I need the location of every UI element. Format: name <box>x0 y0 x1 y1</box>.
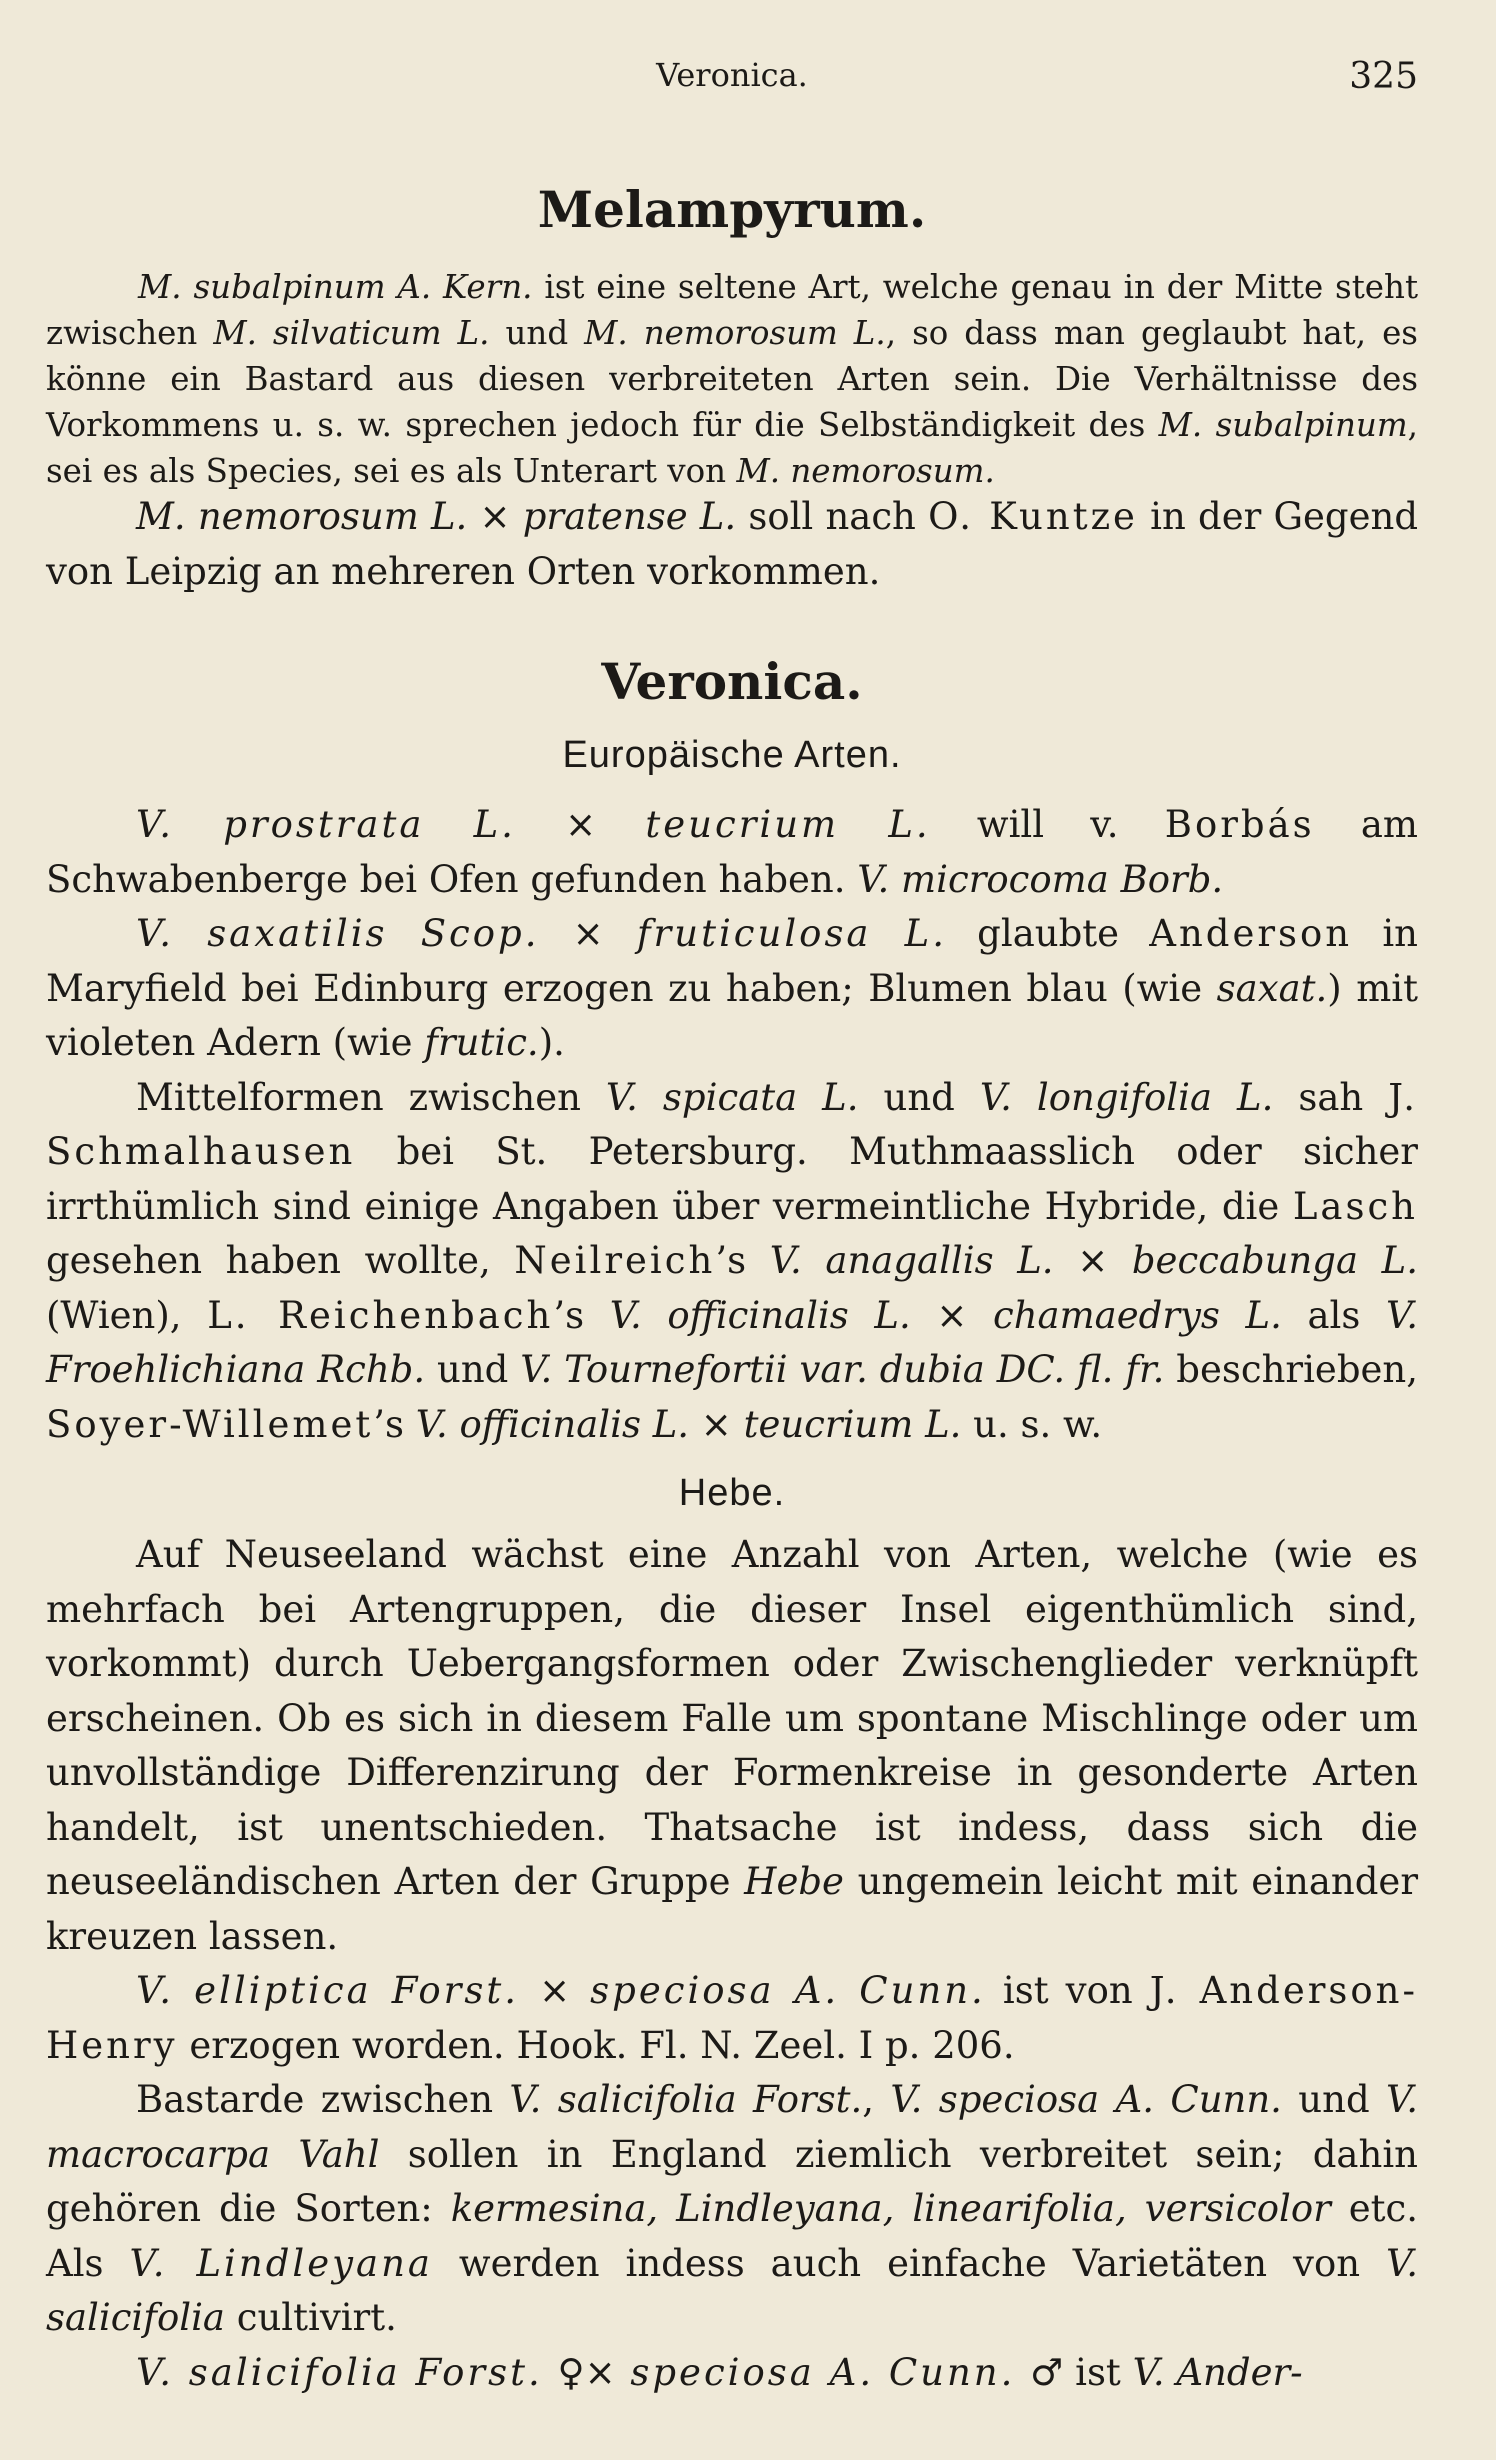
page-header <box>46 56 1418 106</box>
subsection-title-europaeische-arten: Europäische Arten. <box>562 734 902 776</box>
text: bei St. Petersburg. Muthmaasslich oder sicher irrthümlich sind einige Angaben über vermeintliche Hybride, die <box>46 1130 1418 1228</box>
subsection-title-hebe: Hebe. <box>678 1472 786 1514</box>
section-title-melampyrum: Melampyrum. <box>537 180 927 239</box>
text: beschrieben, <box>1164 1348 1418 1391</box>
text: Auf Neuseeland wächst eine Anzahl von Arten, welche (wie es mehrfach bei Artengruppen, die dieser Insel eigenthümlich sind, vorkommt) durch Uebergangsformen oder Zwischenglieder verknüpft erscheinen. Ob es sich in diesem Falle um spontane Mischlinge oder um unvollständige Differenzirung der Formenkreise in gesonderte Arten handelt, ist unentschieden. Thatsache ist indess, dass sich die neuseeländischen Arten der Gruppe <box>46 1533 1418 1903</box>
species-name: V. officinalis L. <box>609 1293 937 1337</box>
text: und <box>1281 2078 1386 2121</box>
text: in Maryfield bei Edinburg erzogen zu haben; Blumen blau (wie <box>46 912 1418 1010</box>
running-title: Veronica. <box>656 56 808 94</box>
author-name: Soyer-Willemet <box>46 1402 374 1446</box>
species-name: chamaedrys L. <box>967 1293 1282 1337</box>
male-symbol: ♂ <box>1030 2350 1064 2394</box>
page-number: 325 <box>1349 56 1418 97</box>
text: ’s <box>373 1402 416 1446</box>
species-name: V. Lindleyana <box>129 2241 433 2285</box>
cross-symbol: × <box>700 1402 732 1446</box>
text: ’s <box>715 1239 770 1282</box>
species-name: V. macrocarpa Vahl <box>46 2078 1419 2176</box>
species-name: M. nemorosum. <box>736 452 995 490</box>
species-name: V. officinalis L. <box>415 1402 701 1446</box>
text: Bastarde zwischen <box>136 2078 510 2121</box>
text: ungemein leicht mit einander kreuzen lassen. <box>46 1860 1419 1958</box>
veronica-p2 <box>46 907 1418 1071</box>
melampyrum-p1 <box>46 264 1418 494</box>
species-name: teucrium L. <box>731 1402 962 1446</box>
text: am Schwabenberge bei Ofen gefunden haben. <box>46 803 1419 901</box>
text: gesehen haben wollte, <box>46 1239 515 1282</box>
text: ’s <box>553 1293 610 1337</box>
species-name: pratense L. <box>510 495 737 538</box>
text: ist von <box>985 1969 1150 2012</box>
cross-symbol: × <box>584 2350 616 2394</box>
abbreviation: frutic. <box>424 1021 539 1064</box>
species-name: V. salicifolia Forst. <box>509 2078 863 2121</box>
author-name: Borbás <box>1164 803 1315 846</box>
hebe-p3 <box>46 2073 1418 2346</box>
text: als <box>1281 1293 1386 1337</box>
veronica-body <box>46 798 1418 1452</box>
female-symbol: ♀ <box>557 2350 585 2394</box>
cross-symbol: × <box>539 1969 571 2012</box>
abbreviation: saxat. <box>1216 966 1328 1010</box>
veronica-p3 <box>46 1071 1418 1453</box>
text: und <box>489 314 585 352</box>
author-name: O. Kuntze <box>928 495 1138 538</box>
author-name: Anderson <box>1149 912 1353 955</box>
species-name: V. longifolia L. <box>979 1075 1274 1119</box>
hebe-p4 <box>46 2346 1418 2401</box>
text: ) mit violeten Adern (wie <box>46 966 1418 1064</box>
text: will v. <box>930 803 1165 846</box>
text: (Wien), <box>46 1293 208 1337</box>
cross-symbol: × <box>1077 1239 1109 1282</box>
species-name: V. prostrata L. <box>136 803 566 846</box>
text: erzogen worden. Hook. Fl. N. Zeel. I p. 206. <box>177 2023 1015 2067</box>
species-name: V. elliptica Forst. <box>136 1969 540 2012</box>
cultivar-names: kermesina, Lindleyana, linearifolia, versicolor <box>450 2187 1331 2230</box>
text: u. s. w. <box>961 1402 1103 1446</box>
species-name: V. Ander- <box>1132 2350 1303 2394</box>
text: glaubte <box>947 912 1150 955</box>
species-name: M. silvaticum L. <box>213 314 490 352</box>
species-name: teucrium L. <box>596 803 931 846</box>
author-name: Neilreich <box>514 1239 716 1282</box>
cross-symbol: × <box>565 803 597 846</box>
hebe-p2 <box>46 1964 1418 2073</box>
hebe-p1 <box>46 1528 1418 1964</box>
species-name: M. subalpinum <box>1158 406 1408 444</box>
species-name: V. spicata L. <box>605 1075 859 1119</box>
species-name: V. Tournefortii var. dubia DC. fl. fr. <box>520 1348 1165 1391</box>
species-name: V. salicifolia <box>46 2241 1419 2339</box>
species-name: V. Froehlichiana Rchb. <box>46 1293 1418 1391</box>
text: , so dass man geglaubt hat, es könne ein Bastard aus diesen verbreiteten Arten sein. Die Verhältnisse des Vorkommens u. s. w. sprechen jedoch für die Selbständigkeit des <box>46 314 1418 444</box>
author-name: J. Schmalhausen <box>46 1075 1418 1173</box>
text: und <box>425 1348 521 1391</box>
species-name: V. anagallis L. <box>769 1239 1078 1282</box>
text: ist eine seltene Art, welche genau in der Mitte steht zwischen <box>46 268 1419 352</box>
melampyrum-paragraph-2 <box>46 490 1418 599</box>
text: cultivirt. <box>224 2296 397 2339</box>
melampyrum-p2 <box>46 490 1418 599</box>
species-name: beccabunga L. <box>1108 1239 1419 1282</box>
species-name: M. nemorosum L. <box>136 495 480 538</box>
species-name: V. salicifolia Forst. <box>136 2350 558 2394</box>
cross-symbol: × <box>479 495 511 538</box>
text: Mittelformen zwischen <box>136 1075 606 1119</box>
text: , sei es als Species, sei es als Unterart von <box>46 406 1418 490</box>
species-name: M. subalpinum A. Kern. <box>138 268 533 306</box>
species-name: fruticulosa L. <box>603 912 947 955</box>
species-name: speciosa A. Cunn. <box>615 2350 1031 2394</box>
text: ). <box>538 1021 565 1064</box>
section-title-veronica: Veronica. <box>601 652 863 711</box>
text: etc. Als <box>46 2187 1418 2285</box>
text: , <box>862 2078 891 2121</box>
cross-symbol: × <box>572 912 604 955</box>
text: in der Gegend von Leipzig an mehreren Orten vorkommen. <box>46 495 1419 593</box>
species-name: M. nemorosum L. <box>584 314 886 352</box>
species-name: speciosa A. Cunn. <box>570 1969 986 2012</box>
veronica-p1 <box>46 798 1418 907</box>
author-name: L. Reichenbach <box>207 1293 554 1337</box>
group-name: Hebe <box>744 1860 844 1903</box>
species-name: V. microcoma Borb. <box>857 857 1224 901</box>
text: soll nach <box>736 495 929 538</box>
text: und <box>858 1075 980 1119</box>
cross-symbol: × <box>936 1293 968 1337</box>
text: sah <box>1273 1075 1389 1119</box>
text: werden indess auch einfache Varietäten von <box>432 2241 1386 2285</box>
author-name: Lasch <box>1292 1184 1418 1228</box>
melampyrum-paragraph-1 <box>46 264 1418 494</box>
text: ist <box>1063 2350 1133 2394</box>
text: sollen in England ziemlich verbreitet sein; dahin gehören die Sorten: <box>46 2132 1418 2230</box>
hebe-body <box>46 1528 1418 2400</box>
species-name: V. speciosa A. Cunn. <box>890 2078 1282 2121</box>
species-name: V. saxatilis Scop. <box>136 912 573 955</box>
author-name: J. Anderson-Henry <box>46 1969 1418 2067</box>
